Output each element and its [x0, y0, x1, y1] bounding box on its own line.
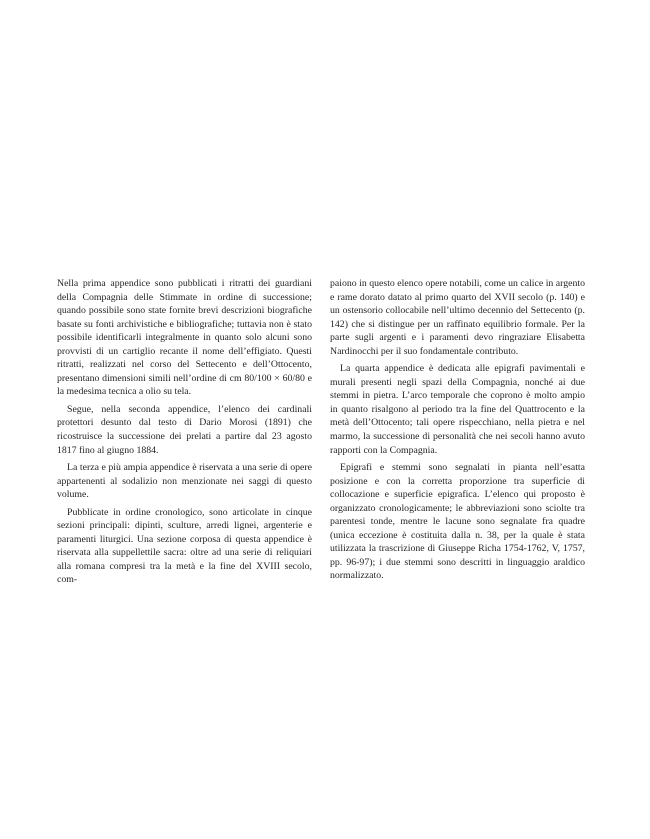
- paragraph: La quarta appendice è dedicata alle epigrafi pavimentali e murali presenti negli spazi della Compagnia, nonché ai due stemmi in pietra. L’arco temporale che coprono è molto ampio in quanto risalgono al periodo tra la fine del Quattrocento e la metà dell’Ottocento; tali opere rispecchiano, nella pietra e nel marmo, la successione di personalità che nei secoli hanno avuto rapporti con la Compagnia.: [330, 363, 585, 456]
- paragraph: Pubblicate in ordine cronologico, sono articolate in cinque sezioni principali: dipinti, sculture, arredi lignei, argenterie e paramenti liturgici. Una sezione corposa di questa appendice è riservata alla suppellettile sacra: oltre ad una serie di reliquiari alla romana compresi tra la metà e la fine del XVIII secolo, com-: [57, 506, 312, 586]
- paragraph: Epigrafi e stemmi sono segnalati in pianta nell’esatta posizione e con la corretta proporzione tra superficie di collocazione e superficie epigrafica. L’elenco qui proposto è organizzato cronologicamente; le abbreviazioni sono sciolte tra parentesi tonde, mentre le lacune sono segnalate fra quadre (unica eccezione è costituita dalla n. 38, per la quale è stata utilizzata la trascrizione di Giuseppe Richa 1754-1762, V, 1757, pp. 96-97); i due stemmi sono descritti in linguaggio araldico normalizzato.: [330, 462, 585, 582]
- text-column-left: [57, 277, 312, 591]
- paragraph: Nella prima appendice sono pubblicati i ritratti dei guardiani della Compagnia delle Stimmate in ordine di successione; quando possibile sono state fornite brevi descrizioni biografiche basate su fonti archivistiche e bibliografiche; tuttavia non è stato possibile identificarli integralmente in quanto solo alcuni sono provvisti di un cartiglio recante il nome dell’effigiato. Questi ritratti, realizzati nel corso del Settecento e dell’Ottocento, presentano dimensioni simili nell’ordine di cm 80/100 × 60/80 e la medesima tecnica a olio su tela.: [57, 278, 312, 398]
- paragraph: La terza e più ampia appendice è riservata a una serie di opere appartenenti al sodalizio non menzionate nei saggi di questo volume.: [57, 462, 312, 501]
- paragraph: paiono in questo elenco opere notabili, come un calice in argento e rame dorato datato al primo quarto del XVII secolo (p. 140) e un ostensorio collocabile nell’ultimo decennio del Settecento (p. 142) che si distingue per un raffinato equilibrio formale. Per la parte sugli argenti e i paramenti devo ringraziare Elisabetta Nardinocchi per il suo fondamentale contributo.: [330, 278, 585, 357]
- text-column-right: [330, 277, 585, 587]
- paragraph: Segue, nella seconda appendice, l’elenco dei cardinali protettori desunto dal testo di Dario Morosi (1891) che ricostruisce la successione dei prelati a partire dal 23 agosto 1817 fino al giugno 1884.: [57, 403, 312, 456]
